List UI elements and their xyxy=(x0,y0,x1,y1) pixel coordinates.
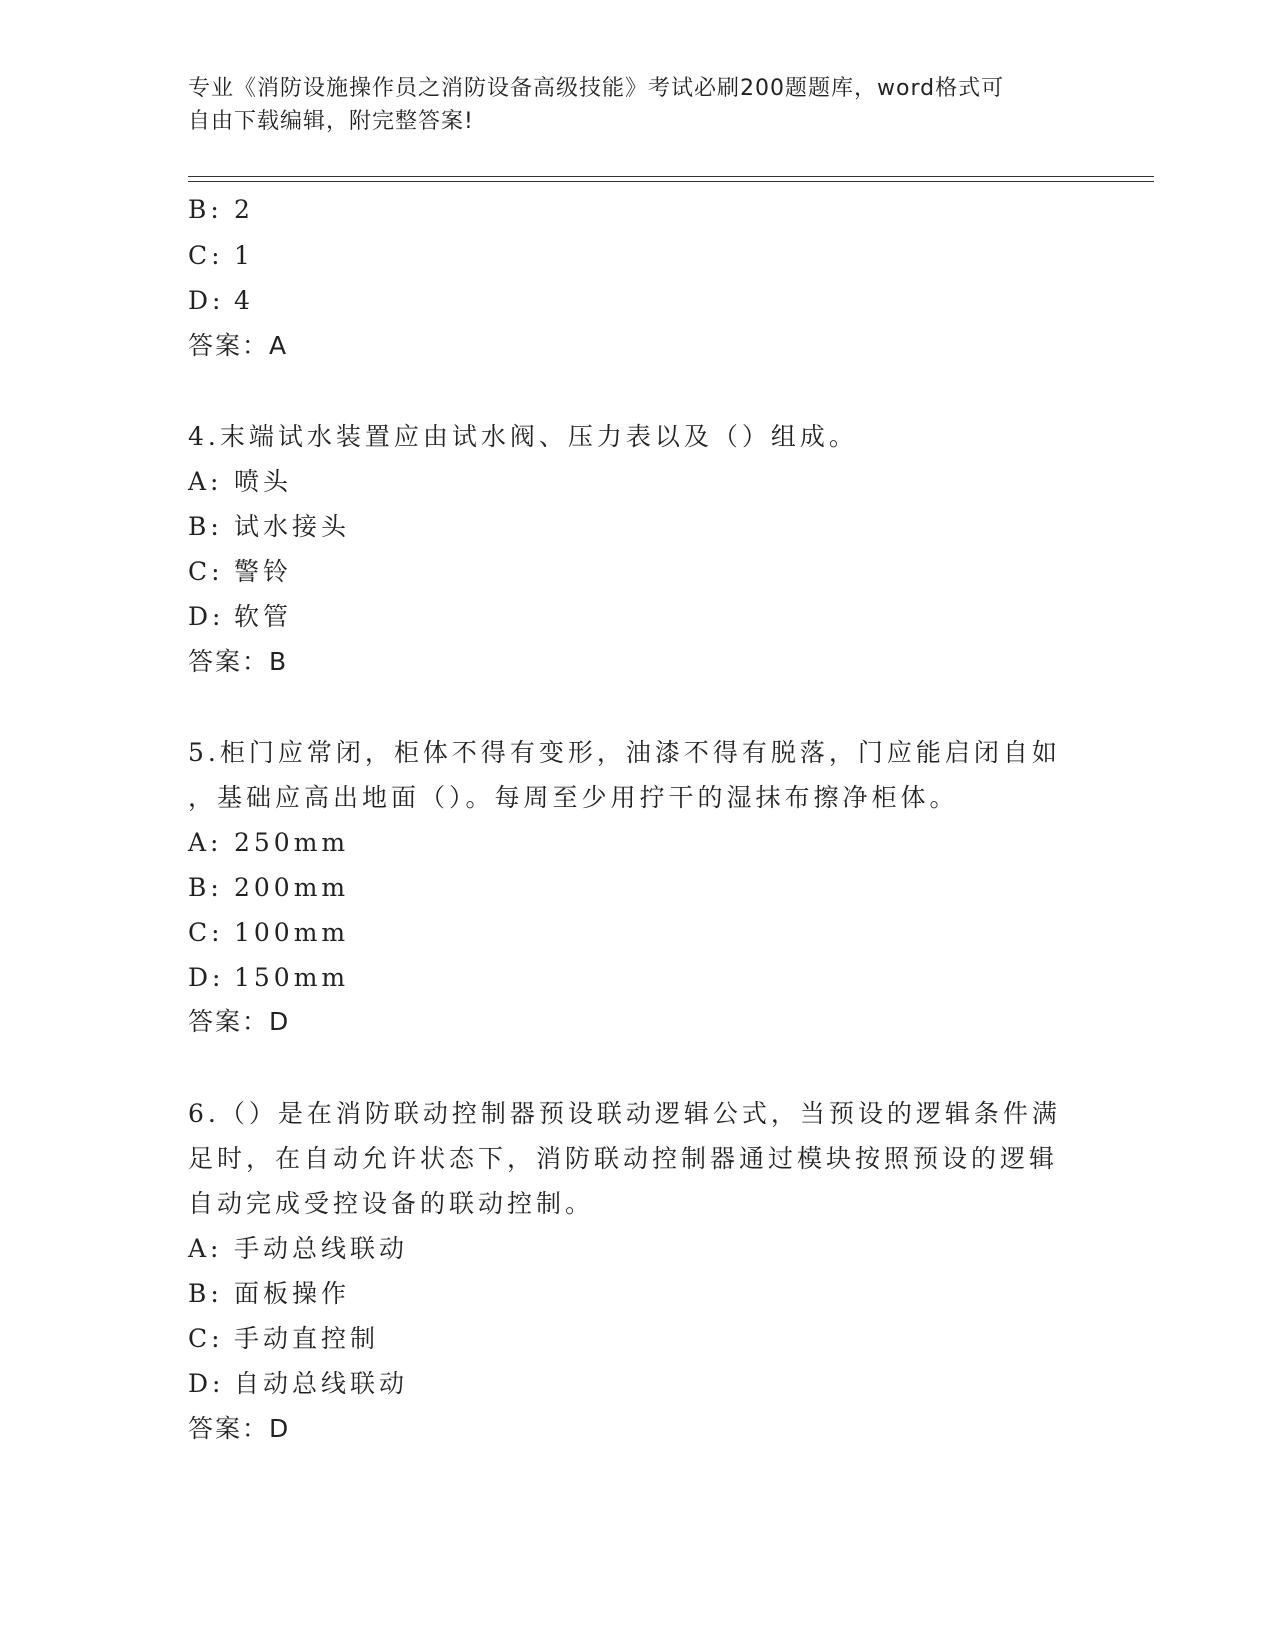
q3-answer: 答案：A xyxy=(188,331,289,360)
q4-option-a: A: 喷头 xyxy=(188,467,293,496)
q4-answer: 答案：B xyxy=(188,647,289,676)
q6-answer: 答案：D xyxy=(188,1414,291,1443)
q6-option-a: A: 手动总线联动 xyxy=(188,1234,409,1263)
q6-option-b: B: 面板操作 xyxy=(188,1279,351,1308)
q6-stem-line-2: 足时，在自动允许状态下，消防联动控制器通过模块按照预设的逻辑 xyxy=(188,1144,1059,1173)
document-header xyxy=(188,72,1068,138)
q6-option-c: C: 手动直控制 xyxy=(188,1324,380,1353)
q5-option-a: A: 250mm xyxy=(188,828,350,857)
q5-option-c: C: 100mm xyxy=(188,918,350,947)
q5-stem-line-2: ，基础应高出地面（）。每周至少用拧干的湿抹布擦净柜体。 xyxy=(188,783,959,812)
q5-stem-line-1: 5.柜门应常闭，柜体不得有变形，油漆不得有脱落，门应能启闭自如 xyxy=(188,738,1061,767)
q4-option-b: B: 试水接头 xyxy=(188,512,351,541)
q6-option-d: D: 自动总线联动 xyxy=(188,1369,409,1398)
q6-stem-line-1: 6.（）是在消防联动控制器预设联动逻辑公式，当预设的逻辑条件满 xyxy=(188,1099,1061,1128)
q5-option-b: B: 200mm xyxy=(188,873,350,902)
q5-option-d: D: 150mm xyxy=(188,963,350,992)
q3-option-b: B: 2 xyxy=(188,195,254,224)
q6-stem-line-3: 自动完成受控设备的联动控制。 xyxy=(188,1189,595,1218)
header-line-2: 自由下载编辑，附完整答案! xyxy=(188,109,474,134)
q4-option-d: D: 软管 xyxy=(188,602,293,631)
q4-option-c: C: 警铃 xyxy=(188,557,293,586)
q3-option-d: D: 4 xyxy=(188,286,254,315)
header-divider-top xyxy=(188,176,1154,177)
q3-option-c: C: 1 xyxy=(188,241,254,270)
header-line-1: 专业《消防设施操作员之消防设备高级技能》考试必刷200题题库，word格式可 xyxy=(188,76,1005,101)
q4-stem: 4.末端试水装置应由试水阀、压力表以及（）组成。 xyxy=(188,422,858,451)
q5-answer: 答案：D xyxy=(188,1007,291,1036)
header-divider-bottom xyxy=(188,181,1154,182)
